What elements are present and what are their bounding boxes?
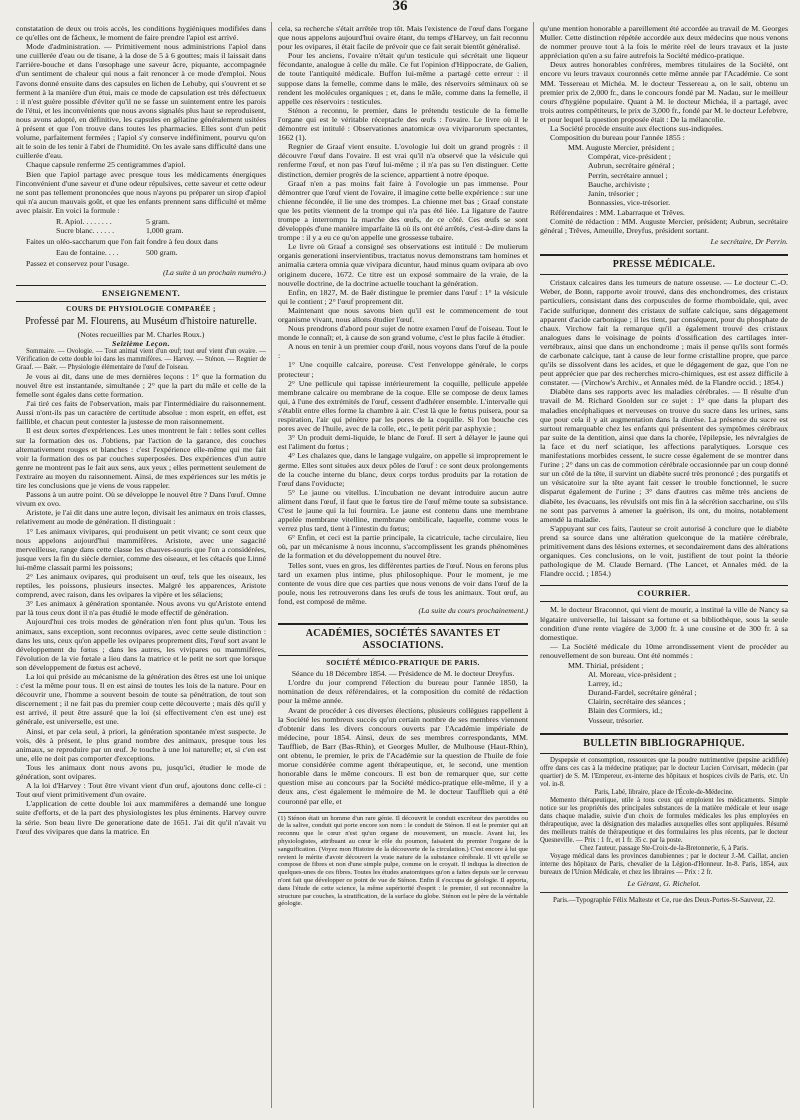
paragraph: 1° Les animaux vivipares, qui produisent un petit vivant; ce sont ceux que nous appelons aujourd'hui mammifères. Aristote, avec une sagacité merveilleuse, range dans cette classe les chauves-souris que l'on a considérées, jusque vers la fin du siècle dernier, comme des oiseaux, et les cétacés que Linné lui-même classait parmi les poissons; <box>16 526 266 572</box>
paragraph: 1° Une coquille calcaire, poreuse. C'est l'enveloppe générale, le corps protecteur ; <box>278 360 528 379</box>
page-number: 36 <box>392 0 408 14</box>
paragraph: Il est deux sortes d'expériences. Les unes montrent le fait : telles sont celles sur la formation des os. J'obtiens, par l'action de la garance, des couches alternativement rouges et blanches : c'est l'expérience elle-même qui me fait voir la formation des os par couches superposées. Des expériences d'un autre genre ne montrent pas le fait aux sens, aux yeux ; elles permettent seulement de l'extraire au moyen du raisonnement. Ainsi, de mes expériences sur les métis je tire les conclusions que je viens de vous rappeler. <box>16 426 266 491</box>
paragraph: A la loi d'Harvey : Tout être vivant vient d'un œuf, ajoutons donc celle-ci : Tout œuf vient primitivement d'un ovaire. <box>16 781 266 800</box>
section-heading-academies: ACADÉMIES, SOCIÉTÉS SAVANTES ET ASSOCIATIONS. <box>278 623 528 656</box>
paragraph: Cristaux calcaires dans les tumeurs de nature osseuse. — Le docteur C.-O. Weber, de Bonn, rapporte avoir trouvé, dans des enchondromes, des cristaux particuliers, consistant dans des corpuscules de forme rhomboïdale, qui, avec l'acide sulfurique, donnent des cristaux de sulfate calcique, sans dégagement apparent d'acide carbonique ; il les tient, par conséquent, pour du phosphate de chaux. Virchow fait la remarque qu'il a également trouvé des cristaux analogues dans le voisinage de points d'ossification des cartilages inter-vertébraux, ainsi que dans un enchondrome ; mais il pense qu'ils sont formés de carbonate calcique, tant à cause de leur forme cristalline propre, que parce qu'ils se dissolvent dans les acides, et que le dégagement de gaz, que l'on ne peut apprécier que par des recherches micro-chimiques, est est assez difficile à constater. — (Virchow's Archiv., et Annales méd. de la Flandre occid. ; 1854.) <box>540 278 788 388</box>
recipe-formula <box>56 248 266 257</box>
paragraph: Passez et conservez pour l'usage. <box>26 259 129 269</box>
section-heading-presse: PRESSE MÉDICALE. <box>540 254 788 275</box>
paragraph: Comité de rédaction : MM. Auguste Mercier, président; Aubrun, secrétaire général ; Trêves, Ameuille, Dreyfus, président sortant. <box>540 216 788 236</box>
paragraph: Deux autres honorables confrères, membres titulaires de la Société, ont encore vu leurs travaux couronnés cette même année par l'Académie. Ce sont MM. Tessereau et Michéa. M. le docteur Tessereau a, on le sait, obtenu un premier prix de 2,000 fr., dans le concours fondé par M. Nadau, sur le meilleur cours d'hygiène populaire. Quant à M. le docteur Michéa, il a partagé, avec trois autres compétiteurs, le prix de 3,000 fr., fondé par M. le docteur Lefebvre, et pour lequel la question proposée était : De la mélancolie. <box>540 60 788 124</box>
paragraph: Avant de procéder à ces diverses élections, plusieurs collègues rappellent à la Société les nombreux succès qu'un certain nombre de ses membres viennent d'obtenir dans les divers concours ouverts par l'Académie impériale de médecine, pour 1854. Ainsi, deux de ses membres correspondants, MM. Taufflieb, de Barr (Bas-Rhin), et Georges Muller, de Mulhouse (Haut-Rhin), ont obtenu, le premier, le prix de l'Académie sur la question de l'huile de foie morue considérée comme agent thérapeutique, et, le second, une mention honorable dans le même concours. Il est bon de remarquer que, sur cette question mise au concours par la Société médico-pratique elle-même, il y a deux ans, c'est également le mémoire de M. le docteur Taufflieb qui a été couronné par elle, et <box>278 705 528 806</box>
paragraph: Passons à un autre point. Où se développe le nouvel être ? Dans l'œuf. Omne vivum ex ovo. <box>16 490 266 509</box>
lesson-title: Seizième Leçon. <box>112 338 170 348</box>
list-item: Al. Moreau, vice-président ; <box>588 670 677 680</box>
lesson-summary: Sommaire. — Ovologie. — Tout animal vient d'un œuf; tout œuf vient d'un ovaire. — Vérification de cette double loi dans les mammifères. — Harvey. — Sténon. — Regnier de Graaf. — Baër. — Physiologie élémentaire de l'œuf de l'oiseau. <box>16 347 266 371</box>
paragraph: 6° Enfin, et ceci est la partie principale, la cicatricule, tache circulaire, lieu où, par un mécanisme à nous inconnu, s'accomplissent les grands phénomènes de la formation et du développement du nouvel être. <box>278 533 528 561</box>
section-heading-enseignement: ENSEIGNEMENT. <box>16 285 266 302</box>
paragraph: Graaf n'en a pas moins fait faire à l'ovologie un pas immense. Pour démontrer que l'œuf vient de l'ovaire, il imagine cette belle expérience : sur une chienne fécondée, il lie une des trompes. La chienne met bas ; Graaf constate que les petits viennent de la trompe qui n'a pas été liée. La ligature de l'autre trompe a interrompu la marche des œufs, de ce côté. Ces œufs se sont développés d'une manière imparfaite là où ils ont été arrêtés, c'est-à-dire dans la trompe : il y a eu ce qu'on appelle une grossesse tubaire. <box>278 178 528 243</box>
paragraph: S'appuyant sur ces faits, l'auteur se croit autorisé à conclure que le diabète prend sa source dans une altération quelconque de la matière cérébrale, primitivement dans des lésions externes, et secondairement dans des altérations organiques. Ces conclusions, on le voit, justifient de tout point la théorie pathologique de M. Claude Bernard. (The Lancet, et Annales méd. de la Flandre occid. ; 1854.) <box>540 523 788 579</box>
paragraph: L'application de cette double loi aux mammifères a demandé une longue suite d'efforts, et de la part des physiologistes les plus éminents. Harvey ouvre la série. Son beau livre De generatione date de 1651. J'ai dit qu'il n'avait vu l'œuf des vivipares que dans la matrice. En <box>16 799 266 836</box>
paragraph: 2° Les animaux ovipares, qui produisent un œuf, tels que les oiseaux, les reptiles, les poissons, plusieurs insectes. Malgré les apparences, Aristote comprend, avec raison, dans les ovipares la vipère et les sélaciens; <box>16 571 266 600</box>
paragraph: cela, sa recherche s'était arrêtée trop tôt. Mais l'existence de l'œuf dans l'organe que nous appelons aujourd'hui ovaire étant, du temps d'Harvey, un fait reconnu pour les ovipares, il était facile de prévoir que ce fait serait bientôt généralisé. <box>278 24 528 52</box>
paragraph: Sténon a reconnu, le premier, dans le prétendu testicule de la femelle l'organe qui est le véritable réceptacle des œufs : l'ovaire. Le livre où il le démontre est intitulé : Observationes anatomicæ ova viviparorum spectantes, 1662 (1). <box>278 105 528 143</box>
recipe-line: Sucre blanc. . . . . . 1,000 gram. <box>56 226 184 236</box>
paragraph: 3° Un produit demi-liquide, le blanc de l'œuf. Il sert à délayer le jaune qui est l'aliment du fœtus ; <box>278 433 528 452</box>
column-left <box>16 24 266 1104</box>
paragraph: M. le docteur Braconnot, qui vient de mourir, a institué la ville de Nancy sa légataire universelle, lui laissant sa fortune et sa bibliothèque, sous la seule condition d'une rente viagère de 3,000 fr. à une cousine et de 300 fr. à sa domestique. <box>540 605 788 642</box>
seance-date: Séance du 18 Décembre 1854. — Présidence de M. le docteur Dreyfus. <box>291 669 515 679</box>
paragraph: Maintenant que nous savons bien qu'il est le commencement de tout organisme vivant, nous allons étudier l'œuf. <box>278 305 528 324</box>
section-heading-courrier: COURRIER. <box>540 585 788 602</box>
paragraph: 2° Une pellicule qui tapisse intérieurement la coquille, pellicule appelée membrane calcaire ou membrane de la coque. Elle se compose de deux lames qui, à l'une des extrémités de l'œuf, cessent d'adhérer ensemble. L'intervalle qui s'établit entre elles forme la chambre à air. C'est là que le fœtus puisera, pour sa respiration, l'air qui pénètre par les pores de la coquille. Si l'on bouche ces pores avec de l'huile, avec de la colle, etc., le petit périt par asphyxie ; <box>278 378 528 434</box>
paragraph: Nous prendrons d'abord pour sujet de notre examen l'œuf de l'oiseau. Tout le monde le connaît; et, à cause de son grand volume, c'est le plus facile à étudier. <box>278 324 528 343</box>
section-heading-bulletin: BULLETIN BIBLIOGRAPHIQUE. <box>540 733 788 754</box>
column-divider <box>533 22 534 1108</box>
bibliography-entry: Memento thérapeutique, utile à tous ceux qui emploient les médicaments. Simple notice sur les propriétés des principales substances de la matière médicale et leur usage dans chaque maladie, suivie d'un choix de formules médicales les plus employées en thérapeutique, avec la désignation des maladies auxquelles elles sont appliquées. Résumé des meilleurs traités de thérapeutique et des formulaires les plus récents, par le docteur Quesneville. — Prix : 1 fr., et 1 fr. 35 c. par la poste. <box>540 796 788 844</box>
paragraph: constatation de deux ou trois accès, les conditions hygiéniques modifiées dans ce qu'elles ont de fâcheux, le moment de faire prendre l'apiol est arrivé. <box>16 24 266 43</box>
recipe-line: Eau de fontaine. . . . 500 gram. <box>56 248 178 258</box>
column-right <box>540 24 788 1104</box>
list-item: Larrey, id.; <box>588 679 623 689</box>
list-item: Janin, trésorier ; <box>588 188 639 198</box>
paragraph: qu'une mention honorable a pareillement été accordée au travail de M. Georges Muller. Cette distinction répétée accordée aux deux médecins que nous venons de nommer prouve tout à la fois le mérite réel de leurs travaux et la juste appréciation qu'en a su faire autrefois la Société médico-pratique. <box>540 24 788 61</box>
paragraph: — La Société médicale du 10me arrondissement vient de procéder au renouvellement de son bureau. Ont été nommés : <box>540 641 788 660</box>
paragraph: Tous les animaux dont nous avons pu, jusqu'ici, étudier le mode de génération, sont ovipares. <box>16 762 266 782</box>
printer-imprint: Paris.—Typographie Félix Malteste et Ce, rue des Deux-Portes-St-Sauveur, 22. <box>540 892 788 905</box>
list-item: Durand-Fardel, secrétaire général ; <box>588 688 697 698</box>
signature-secretary: Le secrétaire, Dr Perrin. <box>710 237 788 247</box>
paragraph: Diabète dans ses rapports avec les maladies cérébrales. — Il résulte d'un travail de M. Richard Goolden sur ce sujet : 1° que dans la plupart des maladies encéphaliques et nerveuses on trouve du sucre dans les urines, sans que pour cela il y ait augmentation dans la diurèse. La présence du sucre est surtout remarquable chez les enfants qui présentent des symptômes cérébraux par suite de la dentition, ainsi que dans la chorée, l'épilepsie, les névralgies de la face et du nerf sciatique, les affections paralytiques. Lorsque ces manifestations morbides cessent, le sucre cesse également de se montrer dans l'urine ; 2° dans un cas de commotion cérébrale occasionnée par un coup donné sur un côté de la tête, il survint un diabète sucré très prononcé ; des purgatifs et un vésicatoire sur la tête ayant fait cesser le trouble fonctionnel, le sucre disparut également de l'urine ; 3° dans d'autres cas même très anciens de diabète, les évacuans, les révulsifs ont mis fin à la sécrétion saccharine, ou s'ils ne sont pas parvenus à amener la guérison, ils ont, du moins, notablement amendé la maladie. <box>540 387 788 524</box>
paragraph: 5° Le jaune ou vitellus. L'incubation ne devant introduire aucun autre aliment dans l'œuf, il faut que le fœtus tire de l'œuf même toute sa subsistance. C'est le jaune qui la lui fournira. Le jaune est contenu dans une membrane appelée membrane vitelline, membrane ombilicale, laquelle, comme vous le verrez plus tard, tient à l'intestin du fœtus; <box>278 487 528 534</box>
paragraph: Mode d'administration. — Primitivement nous administrions l'apiol dans une cuillerée d'eau ou de tisane, à la dose de 5 à 6 gouttes; mais il laissait dans l'arrière-bouche et dans l'œsophage une saveur âcre, piquante, accompagnée d'un sentiment de chaleur qui nous a fait renoncer à ce mode d'emploi. Nous l'avons donné ensuite dans des capsules en lichen de Lehuby, qui s'ouvrent et se ferment à la manière d'un étui, mais ce mode de capsulation est très défectueux : il n'est guère possible d'éviter qu'il ne se fasse un suintement entre les parois de l'étui, et les inconvénients que nous avons signalés plus haut se reproduisent, nous avons adopté, en définitive, les capsules en gélatine généralement usitées à présent et que l'on trouve dans toutes les pharmacies. Elles sont d'un petit volume, parfaitement fermées ; l'apiol s'y conserve indéfiniment, pourvu qu'on ait le soin de les tenir à l'abri de l'humidité. On les avale sans difficulté dans une cuillerée d'eau. <box>16 42 266 161</box>
paragraph: Ainsi, et par cela seul, à priori, la génération spontanée m'est suspecte. Je vois, dès à présent, le plus grand nombre des animaux, presque tous les animaux, se reproduire par un œuf. Je touche à une loi naturelle; et, si c'en est une, elle ne doit pas comporter d'exceptions. <box>16 726 266 763</box>
paragraph: Bien que l'apiol partage avec presque tous les médicaments énergiques l'inconvénient d'une saveur et d'une odeur répulsives, cette saveur et cette odeur ne sont pas tellement prononcées que nous n'ayons pu préparer un sirop d'apiol qui n'a aucun mauvais goût, et que les enfants prennent sans difficulté et même avec plaisir. En voici la formule : <box>16 169 266 215</box>
list-item: MM. Auguste Mercier, président ; <box>568 143 675 153</box>
paragraph: Aristote, je l'ai dit dans une autre leçon, divisait les animaux en trois classes, relativement au mode de génération. Il distinguait : <box>16 508 266 527</box>
column-middle <box>278 24 528 1104</box>
bibliography-entry: Voyage médical dans les provinces danubiennes ; par le docteur J.-M. Caillat, ancien interne des hôpitaux de Paris, chevalier de la Légion-d'Honneur. In-8. Paris, 1854, aux bureaux de l'Union Médicale, et chez les libraires — Prix : 2 fr. <box>540 852 788 876</box>
paragraph: J'ai tiré ces faits de l'observation, mais par l'intermédiaire du raisonnement. Aussi n'ont-ils pas un caractère de certitude absolue : mon esprit, en effet, est faillible, et chacun peut contester la justesse de mon raisonnement. <box>16 399 266 427</box>
paragraph: La loi qui préside au mécanisme de la génération des êtres est une loi unique : c'est la même pour tous. Il en est ainsi de toutes les lois de la nature. Pour en découvrir une, l'homme a souvent besoin de toute sa pénétration, de tout son discernement ; il ne fait pas du premier coup cette découverte ; mais dès qu'il y est arrivé, il peut être assuré que la loi (si effectivement c'en est une) est générale, est universelle, est une. <box>16 672 266 727</box>
course-professor: Professé par M. Flourens, au Muséum d'histoire naturelle. <box>25 315 257 327</box>
signature-gerant: Le Gérant, G. Richelot. <box>627 878 701 888</box>
list-item: Bonnassies, vice-trésorier. <box>588 197 671 207</box>
list-item: Compérat, vice-président ; <box>588 152 671 162</box>
continued-note: (La suite à un prochain numéro.) <box>163 268 266 278</box>
bureau-list <box>568 661 788 725</box>
paragraph: Chaque capsule renferme 25 centigrammes d'apiol. <box>26 160 186 170</box>
footnote: (1) Sténon était un homme d'un rare génie. Il découvrit le conduit excréteur des parotides ou de la salive, conduit qui porte encore son nom : le conduit de Sténon. Il est le premier qui ait reconnu que le cœur n'est qu'un organe de mouvement, un muscle. Avant lui, les physiologistes, attribuant au cœur le rôle du poumon, faisaient du premier l'organe de la sanguification. (Voyez mon Histoire de la découverte de la circulation.) C'est encore à lui que revient le mérite d'avoir découvert la vraie nature de la substance cérébrale. Il vit qu'elle se compose de fibres et non d'une simple pulpe, comme on le croyait. Il indiqua la direction de quelques-unes de ces fibres. Toutes les études anatomiques qu'on a faites depuis sur le cerveau n'ont fait que développer ce point de vue de Sténon. Enfin il s'occupa de géologie. Il apporta, dans l'étude de cette science, la même supériorité d'esprit : le premier, il sut reconnaître la structure par couches, la stratification, de la surface du globe. Sténon est le père de la véritable géologie. <box>278 812 528 909</box>
bureau-list <box>568 143 788 207</box>
paragraph: A nous en tenir à un premier coup d'œil, nous voyons dans l'œuf de la poule : <box>278 342 528 361</box>
bibliography-publisher: Paris, Labé, libraire, place de l'École-de-Médecine. <box>594 788 734 796</box>
paragraph: Regnier de Graaf vient ensuite. L'ovologie lui doit un grand progrès : il découvre l'œuf dans l'ovaire. Il est vrai qu'il n'a observé que la vésicule qui renferme l'œuf, et non pas l'œuf lui-même ; il n'a pas su l'en distinguer. Cette distinction, dernier progrès de la science, appartient à notre époque. <box>278 142 528 179</box>
list-item: Bauche, archiviste ; <box>588 179 650 189</box>
society-title: SOCIÉTÉ MÉDICO-PRATIQUE DE PARIS. <box>326 659 480 668</box>
recipe-line: R. Apiol. . . . . . . . 5 gram. <box>56 216 170 226</box>
list-item: Clairin, secrétaire des séances ; <box>588 697 686 707</box>
paragraph: Pour les anciens, l'ovaire n'était qu'un testicule qui sécrétait une liqueur fécondante, analogue à celle du mâle. Ce fut l'opinion d'Hippocrate, de Galien, de toute l'antiquité médicale. Buffon lui-même a partagé cette erreur : il suppose dans la femelle, comme dans le mâle, des réservoirs séminaux où se rendent les molécules organiques ; et, dans le mâle, comme dans la femelle, il appelle ces réservoirs : testicules. <box>278 51 528 106</box>
paragraph: Faites un oléo-saccharum que l'on fait fondre à feu doux dans <box>26 237 218 247</box>
recipe-formula <box>56 217 266 235</box>
bibliography-publisher: Chez l'auteur, passage Ste-Croix-de-la-Bretonnerie, 6, à Paris. <box>579 844 749 852</box>
paragraph: Le livre où Graaf a consigné ses observations est intitulé : De mulierum organis generationi inservientibus, tractatus novus demonstrans tam homines et animalia cætera omnia quæ vivipara dicuntur, haud minus quam ovipara ab ovo originem ducere, 1672. Ce titre est un exposé sommaire de la vraie, de la nouvelle doctrine, de la doctrine actuelle touchant la génération. <box>278 242 528 288</box>
list-item: Vosseur, trésorier. <box>588 715 644 725</box>
paragraph: Je vous ai dit, dans une de mes dernières leçons : 1° que la formation du nouvel être est instantanée, simultanée ; 2° que la part du mâle et celle de la femelle sont égales dans cette formation. <box>16 371 266 400</box>
paragraph: 4° Les chalazes que, dans le langage vulgaire, on appelle si improprement le germe. Elles sont situées aux deux pôles de l'œuf : ce sont deux prolongements de la couche interne du blanc, deux corps tordus produits par la rotation de l'œuf dans l'oviducte; <box>278 451 528 488</box>
paragraph: Composition du bureau pour l'année 1855 : <box>550 133 685 143</box>
course-title: COURS DE PHYSIOLOGIE COMPARÉE ; <box>66 304 216 313</box>
paragraph: 3° Les animaux à génération spontanée. Nous avons vu qu'Aristote entend par là tous ceux dont il n'a pas étudié le mode effectif de génération. <box>16 599 266 618</box>
continued-note: (La suite du cours prochainement.) <box>418 606 528 615</box>
list-item: Perrin, secrétaire annuel ; <box>588 170 668 180</box>
paragraph: Telles sont, vues en gros, les différentes parties de l'œuf. Nous en ferons plus tard un examen plus intime, plus philosophique. Pour le moment, je me contente de vous dire que ces parties que nous venons de voir dans l'œuf de la poule, nous les retrouverons dans les œufs de tous les animaux. Tout œuf, au fond, est composé de même. <box>278 560 528 606</box>
column-divider <box>271 22 272 1108</box>
list-item: Aubrun, secrétaire général ; <box>588 161 675 171</box>
paragraph: Référendaires : MM. Labarraque et Trêves. <box>550 207 685 217</box>
list-item: MM. Thirial, président ; <box>568 661 644 670</box>
paragraph: La Société procède ensuite aux élections sus-indiquées. <box>550 124 723 134</box>
paragraph: Aujourd'hui ces trois modes de génération n'en font plus qu'un. Tous les animaux, sans exception, sont reconnus ovipares, avec cette seule distinction : dans les uns, ceux qu'on appelle les ovipares proprement dits, l'œuf sort avant le développement du fœtus ; dans les autres, les vivipares ou mammifères, l'évolution de la vie fœtale a lieu dans la matrice et le petit ne sort que lorsque son développement de fœtus est achevé. <box>16 617 266 672</box>
paragraph: Enfin, en 1827, M. de Baër distingue le premier dans l'œuf : 1° la vésicule qui le contient ; 2° l'œuf proprement dit. <box>278 287 528 306</box>
bibliography-entry: Dyspepsie et consomption, ressources que la poudre nutrimentive (pepsine acidifiée) offre dans ces cas à la médecine pratique; par le docteur Lucien Corvisart, médecin (par quartier) de S. M. l'Empereur, ex-interne des hôpitaux et hospices civils de Paris, etc. Un vol. in-8. <box>540 756 788 788</box>
list-item: Blain des Cormiers, id.; <box>588 706 663 716</box>
course-notes: (Notes recueillies par M. Charles Roux.) <box>77 329 205 339</box>
paragraph: L'ordre du jour comprend l'élection du bureau pour l'année 1850, la nomination de deux référendaires, et la composition du comité de rédaction pour la même année. <box>278 678 528 706</box>
